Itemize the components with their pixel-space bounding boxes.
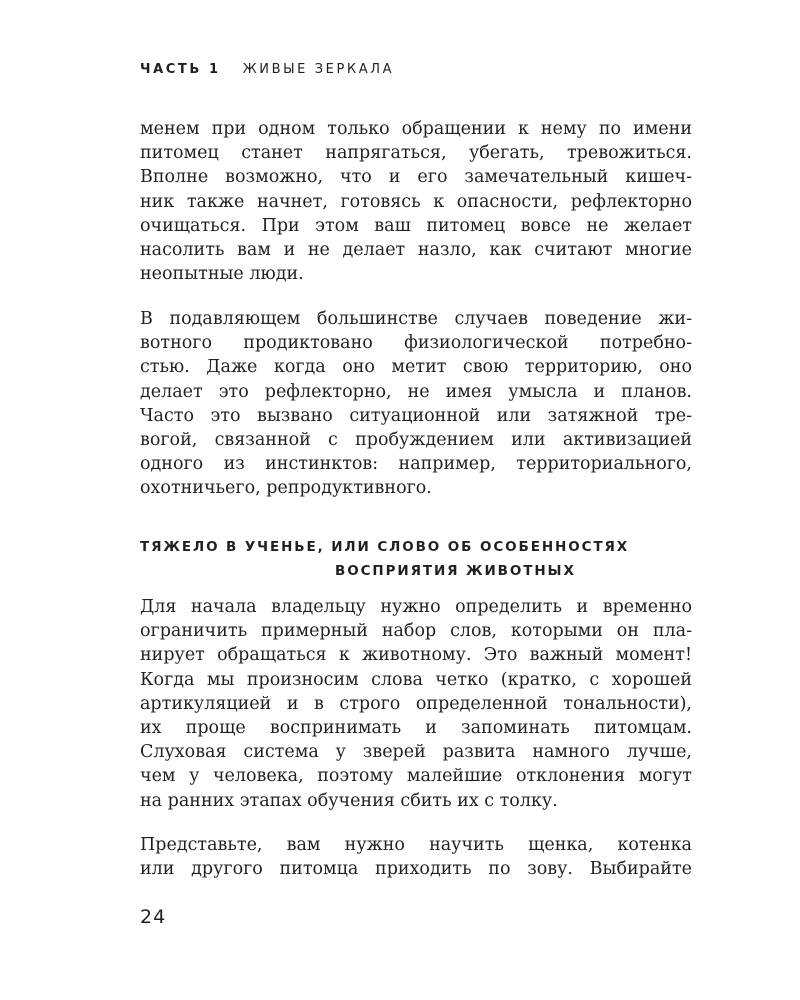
paragraph-line: делает это рефлекторно, не имея умысла и планов.: [140, 381, 692, 402]
paragraph-line: нирует обращаться к животному. Это важный момент!: [140, 645, 692, 666]
paragraph-line: менем при одном только обращении к нему по имени: [140, 119, 692, 139]
paragraph-2: [140, 307, 692, 501]
paragraph-line: вогой, связанной с пробуждением или активизацией: [140, 429, 692, 450]
paragraph-line: ник также начнет, готовясь к опасности, рефлекторно: [140, 191, 692, 212]
paragraph-1: [140, 117, 692, 286]
paragraph-line: В подавляющем большинстве случаев поведение жи-: [140, 309, 692, 329]
running-head: [140, 62, 394, 77]
paragraph-line: питомец станет напрягаться, убегать, тревожиться.: [140, 143, 692, 164]
section-heading: [140, 535, 692, 583]
paragraph-line: чем у человека, поэтому малейшие отклонения могут: [140, 766, 692, 787]
paragraph-4: [140, 833, 692, 881]
paragraph-3: [140, 595, 692, 813]
paragraph-line: охотничьего, репродуктивного.: [140, 478, 432, 499]
paragraph-line: насолить вам и не делает назло, как считают многие: [140, 239, 692, 260]
paragraph-line: Вполне возможно, что и его замечательный кишеч-: [140, 167, 692, 188]
paragraph-line: одного из инстинктов: например, территориального,: [140, 454, 692, 475]
paragraph-line: стью. Даже когда оно метит свою территорию, оно: [140, 357, 692, 378]
paragraph-line: Для начала владельцу нужно определить и временно: [140, 597, 692, 617]
paragraph-line: на ранних этапах обучения сбить их с толку.: [140, 790, 558, 811]
paragraph-line: Когда мы произносим слова четко (кратко, с хорошей: [140, 669, 692, 690]
paragraph-line: Представьте, вам нужно научить щенка, котенка: [140, 835, 692, 855]
section-heading-line-1: ТЯЖЕЛО В УЧЕНЬЕ, ИЛИ СЛОВО ОБ ОСОБЕННОСТЯХ: [140, 539, 630, 555]
paragraph-line: Часто это вызвано ситуационной или затяжной тре-: [140, 405, 692, 426]
section-heading-line-2: ВОСПРИЯТИЯ ЖИВОТНЫХ: [335, 563, 576, 579]
paragraph-line: или другого питомца приходить по зову. Выбирайте: [140, 859, 692, 880]
running-head-title: ЖИВЫЕ ЗЕРКАЛА: [242, 62, 395, 77]
paragraph-line: артикуляцией и в строго определенной тональности),: [140, 693, 692, 714]
paragraph-line: вотного продиктовано физиологической потребно-: [140, 333, 692, 354]
paragraph-line: их проще воспринимать и запоминать питомцам.: [140, 717, 692, 738]
paragraph-line: Слуховая система у зверей развита намного лучше,: [140, 742, 692, 763]
paragraph-line: очищаться. При этом ваш питомец вовсе не желает: [140, 215, 692, 236]
paragraph-line: ограничить примерный набор слов, которыми он пла-: [140, 621, 692, 642]
running-head-part: ЧАСТЬ 1: [140, 62, 221, 77]
page-number: 24: [140, 906, 167, 928]
paragraph-line: неопытные люди.: [140, 264, 304, 285]
